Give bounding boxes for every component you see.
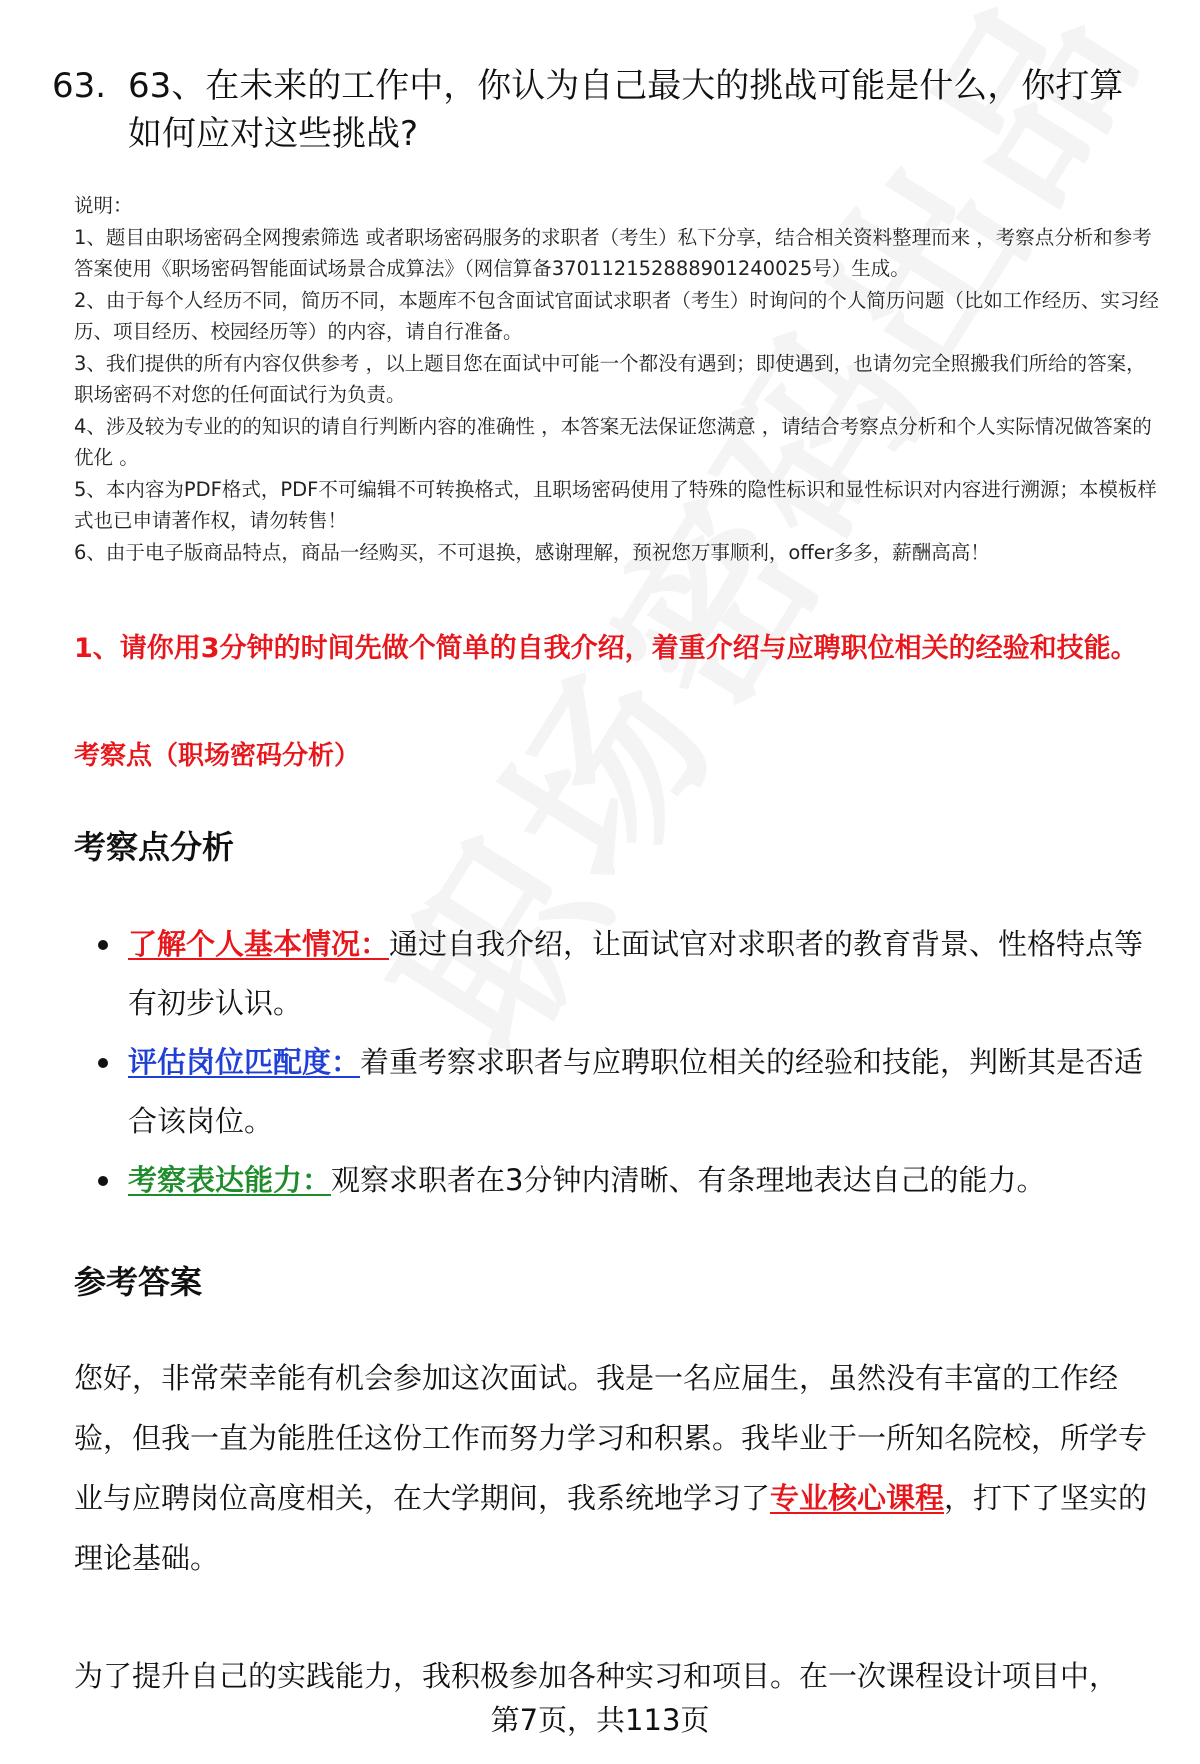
note-item: 5、本内容为PDF格式，PDF不可编辑不可转换格式，且职场密码使用了特殊的隐性标识和显性标识对内容进行溯源；本模板样式也已申请著作权，请勿转售！ (74, 477, 1157, 532)
note-item: 3、我们提供的所有内容仅供参考 ，以上题目您在面试中可能一个都没有遇到；即使遇到，也请勿完全照搬我们所给的答案，职场密码不对您的任何面试行为负责。 (74, 351, 1146, 406)
answer-text: 您好，非常荣幸能有机会参加这次面试。我是一名应届生，虽然没有丰富的工作经验，但我一直为能胜任这份工作而努力学习和积累。我毕业于一所知名院校，所学专业与应聘岗位高度相关，在大学期间，我系统地学习了 (74, 1361, 1148, 1515)
analysis-bullet (98, 1151, 1158, 1210)
answer-text: ，打下了坚实的理论基础。 (74, 1481, 1148, 1575)
kaochadian-label: 考察点（职场密码分析） (74, 741, 361, 771)
bullet-label: 评估岗位匹配度： (128, 1045, 361, 1079)
notes-block (74, 190, 1164, 568)
answer-paragraph (74, 1348, 1156, 1588)
bullet-text: 观察求职者在3分钟内清晰、有条理地表达自己的能力。 (331, 1163, 1046, 1197)
page-footer: 第7页，共113页 (490, 1703, 710, 1737)
analysis-bullet (98, 1033, 1158, 1151)
answer-heading: 参考答案 (74, 1263, 203, 1301)
note-item: 4、涉及较为专业的的知识的请自行判断内容的准确性 ，本答案无法保证您满意 ，请结合考察点分析和个人实际情况做答案的优化 。 (74, 414, 1152, 469)
bullet-label: 了解个人基本情况： (128, 927, 390, 961)
note-item: 6、由于电子版商品特点，商品一经购买，不可退换，感谢理解，预祝您万事顺利，offer多多，薪酬高高！ (74, 540, 990, 564)
answer-paragraph: 为了提升自己的实践能力，我积极参加各种实习和项目。在一次课程设计项目中， (74, 1659, 1119, 1693)
question-number: 63. (52, 66, 107, 106)
question-title (52, 62, 1157, 158)
bullet-text: 着重考察求职者与应聘职位相关的经验和技能，判断其是否适合该岗位。 (128, 1045, 1144, 1138)
note-item: 2、由于每个人经历不同，简历不同，本题库不包含面试官面试求职者（考生）时询问的个人简历问题（比如工作经历、实习经历、项目经历、校园经历等）的内容，请自行准备。 (74, 288, 1159, 343)
answer-highlight: 专业核心课程 (770, 1481, 945, 1515)
bullet-dot-icon (98, 1058, 108, 1068)
bullet-dot-icon (98, 1176, 108, 1186)
bullet-label: 考察表达能力： (128, 1163, 332, 1197)
note-item: 1、题目由职场密码全网搜索筛选 或者职场密码服务的求职者（考生）私下分享，结合相关资料整理而来 ，考察点分析和参考答案使用《职场密码智能面试场景合成算法》（网信算备370112152888901240025号）生成。 (74, 225, 1152, 280)
analysis-heading: 考察点分析 (74, 828, 235, 866)
notes-heading: 说明： (74, 194, 133, 217)
bullet-text: 通过自我介绍，让面试官对求职者的教育背景、性格特点等有初步认识。 (128, 927, 1144, 1020)
bullet-dot-icon (98, 940, 108, 950)
question-text: 63、在未来的工作中，你认为自己最大的挑战可能是什么，你打算如何应对这些挑战? (128, 66, 1124, 154)
sub-question: 1、请你用3分钟的时间先做个简单的自我介绍，着重介绍与应聘职位相关的经验和技能。 (74, 633, 1138, 664)
analysis-bullet (98, 915, 1158, 1033)
analysis-list (98, 915, 1158, 1210)
